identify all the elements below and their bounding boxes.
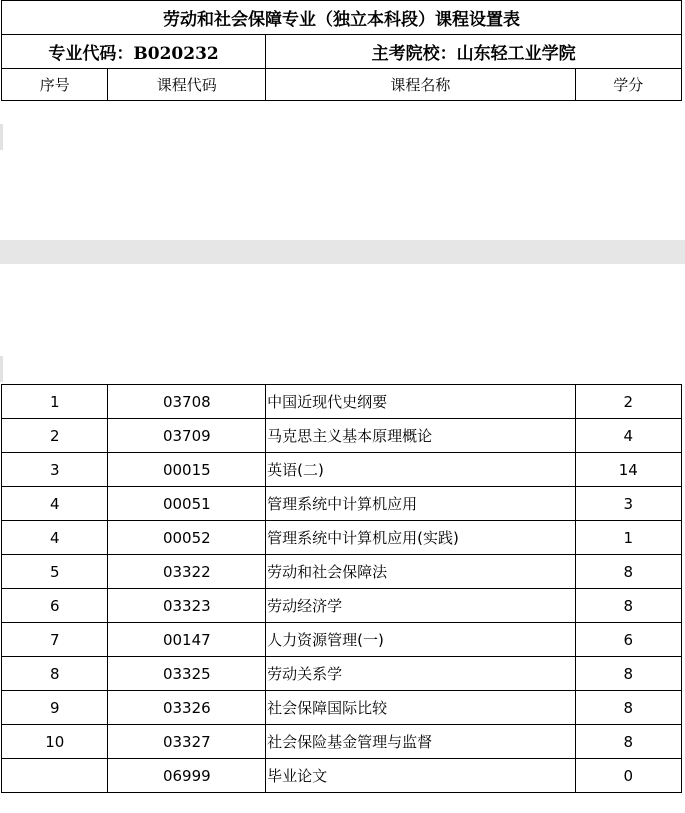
course-no: 4 xyxy=(2,487,108,521)
course-no: 4 xyxy=(2,521,108,555)
course-credit: 14 xyxy=(575,453,681,487)
page-title: 劳动和社会保障专业（独立本科段）课程设置表 xyxy=(2,1,682,35)
column-header-no: 序号 xyxy=(2,69,108,101)
course-no: 6 xyxy=(2,589,108,623)
course-name: 劳动关系学 xyxy=(266,657,575,691)
course-code: 03708 xyxy=(108,385,266,419)
table-row xyxy=(2,759,682,793)
course-no xyxy=(2,759,108,793)
course-credit: 8 xyxy=(575,555,681,589)
course-credit: 3 xyxy=(575,487,681,521)
course-credit: 1 xyxy=(575,521,681,555)
row-gap-marker xyxy=(0,356,3,382)
course-code: 00015 xyxy=(108,453,266,487)
course-code: 03325 xyxy=(108,657,266,691)
table-row xyxy=(2,589,682,623)
course-name: 社会保障国际比较 xyxy=(266,691,575,725)
table-row xyxy=(2,521,682,555)
course-name: 英语(二) xyxy=(266,453,575,487)
course-code: 03323 xyxy=(108,589,266,623)
course-name: 管理系统中计算机应用(实践) xyxy=(266,521,575,555)
column-header-name: 课程名称 xyxy=(266,69,575,101)
table-row xyxy=(2,419,682,453)
column-header-code: 课程代码 xyxy=(108,69,266,101)
course-code: 00052 xyxy=(108,521,266,555)
course-credit: 6 xyxy=(575,623,681,657)
course-name: 劳动经济学 xyxy=(266,589,575,623)
course-code: 03322 xyxy=(108,555,266,589)
course-credit: 8 xyxy=(575,589,681,623)
course-credit: 2 xyxy=(575,385,681,419)
course-name: 毕业论文 xyxy=(266,759,575,793)
row-gap-marker xyxy=(0,124,3,150)
course-no: 8 xyxy=(2,657,108,691)
table-row xyxy=(2,555,682,589)
course-name: 劳动和社会保障法 xyxy=(266,555,575,589)
course-credit: 0 xyxy=(575,759,681,793)
table-row xyxy=(2,487,682,521)
course-no: 1 xyxy=(2,385,108,419)
course-credit: 8 xyxy=(575,691,681,725)
course-credit: 8 xyxy=(575,657,681,691)
table-row xyxy=(2,657,682,691)
table-row xyxy=(2,385,682,419)
course-name: 社会保险基金管理与监督 xyxy=(266,725,575,759)
course-no: 10 xyxy=(2,725,108,759)
table-row xyxy=(2,623,682,657)
course-name: 中国近现代史纲要 xyxy=(266,385,575,419)
course-code: 03327 xyxy=(108,725,266,759)
course-no: 3 xyxy=(2,453,108,487)
course-no: 2 xyxy=(2,419,108,453)
course-no: 7 xyxy=(2,623,108,657)
course-no: 9 xyxy=(2,691,108,725)
course-credit: 8 xyxy=(575,725,681,759)
course-code: 06999 xyxy=(108,759,266,793)
course-code: 03326 xyxy=(108,691,266,725)
course-no: 5 xyxy=(2,555,108,589)
table-row xyxy=(2,691,682,725)
course-credit: 4 xyxy=(575,419,681,453)
course-table xyxy=(1,384,682,793)
divider-band xyxy=(0,240,685,264)
course-code: 00051 xyxy=(108,487,266,521)
major-code: 专业代码：B020232 xyxy=(2,35,266,69)
course-code: 00147 xyxy=(108,623,266,657)
course-name: 马克思主义基本原理概论 xyxy=(266,419,575,453)
course-name: 管理系统中计算机应用 xyxy=(266,487,575,521)
table-row xyxy=(2,725,682,759)
column-header-credit: 学分 xyxy=(575,69,681,101)
exam-school: 主考院校：山东轻工业学院 xyxy=(266,35,682,69)
header-table xyxy=(1,0,682,101)
course-name: 人力资源管理(一) xyxy=(266,623,575,657)
table-row xyxy=(2,453,682,487)
course-code: 03709 xyxy=(108,419,266,453)
